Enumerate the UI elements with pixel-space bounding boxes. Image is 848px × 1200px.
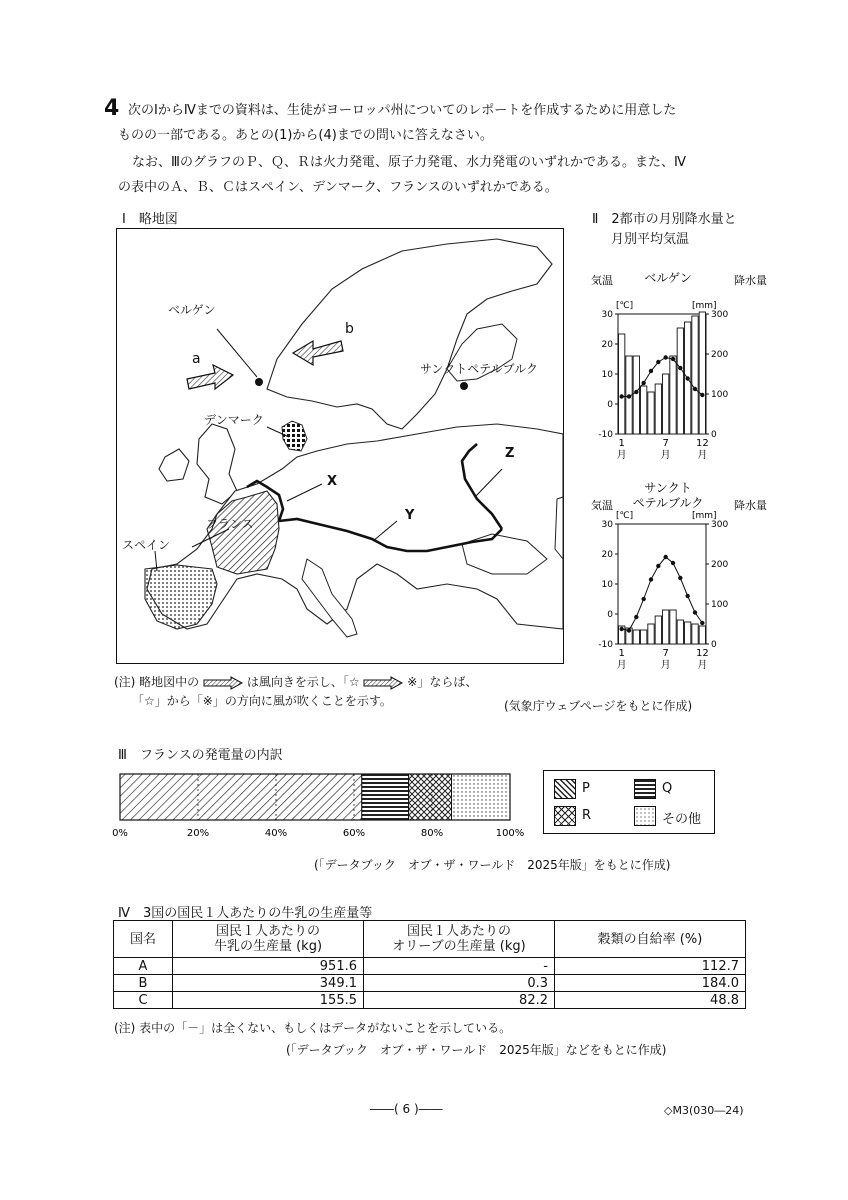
temp-tick-label: 20 — [601, 340, 613, 350]
precip-bar — [633, 630, 639, 644]
cell-grain: 48.8 — [555, 992, 746, 1009]
map-label-a: a — [192, 351, 201, 367]
cell-country: B — [114, 975, 173, 992]
month-tick-label: 1 — [618, 438, 625, 449]
climate-chart-spb-svg — [588, 478, 767, 690]
temp-tick-label: 0 — [607, 610, 613, 620]
precip-tick-label: 100 — [711, 600, 729, 610]
power-segment-R — [409, 774, 452, 820]
temp-point — [700, 621, 704, 625]
temp-point — [641, 597, 645, 601]
precip-bar — [699, 626, 705, 644]
temp-point — [700, 393, 704, 397]
legend-label-p: P — [582, 781, 590, 796]
precip-bar — [692, 624, 698, 644]
table-header-row — [114, 921, 746, 958]
table-row — [114, 958, 746, 975]
temp-point — [649, 369, 653, 373]
month-tick-label: 7 — [662, 648, 669, 659]
france-region — [207, 491, 279, 574]
precip-bar — [685, 622, 691, 644]
temp-point — [693, 387, 697, 391]
sketch-map — [116, 228, 564, 664]
unit-temp: [℃] — [616, 511, 634, 521]
temp-point — [627, 628, 631, 632]
temp-point — [627, 394, 631, 398]
temp-tick-label: 0 — [607, 400, 613, 410]
table — [113, 920, 746, 1009]
temp-point — [685, 594, 689, 598]
temp-tick-label: 20 — [601, 550, 613, 560]
unit-precip: [mm] — [692, 511, 717, 521]
table-row — [114, 992, 746, 1009]
map-label-bergen: ベルゲン — [168, 303, 216, 317]
legend-swatch-other — [634, 806, 656, 826]
table-title: Ⅳ 3国の国民１人あたりの牛乳の生産量等 — [118, 906, 373, 921]
legend-label-q: Q — [662, 781, 673, 796]
power-chart-svg — [112, 770, 532, 840]
milk-table — [113, 920, 746, 1009]
map-label-y: Y — [405, 508, 415, 523]
cell-olive: 82.2 — [364, 992, 555, 1009]
legend-swatch-r — [554, 806, 576, 826]
power-segment-Q — [362, 774, 409, 820]
precip-bar — [648, 624, 654, 644]
power-source: (「データブック オブ・ザ・ワールド 2025年版」をもとに作成) — [314, 858, 671, 872]
climate-chart-bergen — [588, 268, 767, 468]
temp-point — [619, 627, 623, 631]
note-arrow-icon-2 — [363, 677, 403, 689]
power-segment-P — [120, 774, 362, 820]
wind-arrow-a — [187, 365, 233, 389]
power-tick-label: 0% — [112, 828, 128, 839]
question-line-2: ものの一部である。あとの(1)から(4)までの問いに答えなさい。 — [118, 128, 493, 143]
precip-bar — [633, 356, 639, 434]
cell-milk: 349.1 — [173, 975, 364, 992]
table-row — [114, 975, 746, 992]
bergen-marker — [255, 378, 263, 386]
map-label-denmark: デンマーク — [204, 413, 264, 427]
cell-olive: - — [364, 958, 555, 975]
month-unit-label: 月 — [697, 660, 708, 671]
legend-label-r: R — [582, 808, 592, 823]
precip-tick-label: 200 — [711, 350, 729, 360]
precip-bar — [648, 392, 654, 434]
precip-bar — [655, 616, 661, 644]
climate-chart-spb — [588, 478, 767, 690]
month-unit-label: 月 — [616, 660, 627, 671]
temp-point — [685, 376, 689, 380]
question-line-3: なお、ⅢのグラフのＰ、Ｑ、Ｒは火力発電、原子力発電、水力発電のいずれかである。また、Ⅳ — [132, 155, 686, 170]
legend-swatch-q — [634, 779, 656, 799]
precip-tick-label: 0 — [711, 640, 717, 650]
temp-point — [649, 577, 653, 581]
cell-milk: 155.5 — [173, 992, 364, 1009]
question-number: 4 — [104, 96, 120, 121]
cell-grain: 184.0 — [555, 975, 746, 992]
map-label-b: b — [345, 321, 354, 337]
power-tick-label: 80% — [420, 828, 444, 839]
precip-bar — [677, 328, 683, 434]
month-tick-label: 7 — [662, 438, 669, 449]
precip-bar — [692, 316, 698, 434]
legend-label-other: その他 — [662, 812, 702, 827]
precip-bar — [670, 610, 676, 644]
temp-tick-label: 30 — [601, 520, 613, 530]
question-line-1: 次のⅠからⅣまでの資料は、生徒がヨーロッパ州についてのレポートを作成するために用意した — [128, 103, 677, 118]
precip-bar — [677, 620, 683, 644]
precip-tick-label: 300 — [711, 520, 729, 530]
map-title: Ⅰ 略地図 — [122, 212, 178, 227]
temp-tick-label: -10 — [598, 640, 613, 650]
map-note-line-2: 「☆」から「※」の方向に風が吹くことを示す。 — [132, 694, 392, 708]
power-tick-label: 40% — [264, 828, 288, 839]
temp-point — [634, 390, 638, 394]
legend-swatch-p — [554, 779, 576, 799]
temp-point — [656, 360, 660, 364]
temp-point — [671, 357, 675, 361]
precip-bar — [641, 386, 647, 434]
map-label-spain: スペイン — [122, 538, 171, 552]
header-milk: 国民１人あたりの 牛乳の生産量 (kg) — [173, 921, 364, 958]
power-tick-label: 60% — [342, 828, 366, 839]
page-number: ――( 6 )―― — [370, 1102, 443, 1116]
header-grain: 穀類の自給率 (%) — [555, 921, 746, 958]
temp-point — [641, 381, 645, 385]
power-tick-label: 20% — [186, 828, 210, 839]
question-line-4: の表中のＡ、Ｂ、Ｃはスペイン、デンマーク、フランスのいずれかである。 — [118, 180, 558, 195]
temp-point — [693, 610, 697, 614]
note-arrow-icon — [203, 677, 243, 689]
precip-bar — [619, 334, 625, 434]
temp-tick-label: -10 — [598, 430, 613, 440]
precip-bar — [655, 384, 661, 434]
precip-tick-label: 100 — [711, 390, 729, 400]
table-note: (注) 表中の「－」は全くない、もしくはデータがないことを示している。 — [114, 1021, 512, 1035]
table-source: (「データブック オブ・ザ・ワールド 2025年版」などをもとに作成) — [286, 1043, 667, 1057]
temp-tick-label: 10 — [601, 370, 613, 380]
city-title: サンクト — [644, 481, 692, 495]
precip-tick-label: 0 — [711, 430, 717, 440]
map-note-line-1: (注) 略地図中の は風向きを示し、「☆ ※」ならば、 — [114, 675, 478, 689]
cell-country: A — [114, 958, 173, 975]
unit-temp: [℃] — [616, 301, 634, 311]
precip-bar — [699, 312, 705, 434]
precip-bar — [641, 630, 647, 644]
month-unit-label: 月 — [660, 450, 671, 461]
europe-map-drawing — [117, 229, 563, 663]
precip-bar — [663, 374, 669, 434]
temp-point — [678, 366, 682, 370]
month-tick-label: 12 — [695, 438, 709, 449]
cell-milk: 951.6 — [173, 958, 364, 975]
temp-point — [619, 394, 623, 398]
month-tick-label: 1 — [618, 648, 625, 659]
precip-tick-label: 200 — [711, 560, 729, 570]
climate-chart-bergen-svg — [588, 268, 767, 468]
map-label-france: フランス — [206, 517, 254, 531]
axis-precip-label: 降水量 — [734, 499, 767, 512]
header-country: 国名 — [114, 921, 173, 958]
temp-point — [634, 615, 638, 619]
temp-tick-label: 10 — [601, 580, 613, 590]
power-chart — [112, 770, 532, 840]
temp-tick-label: 30 — [601, 310, 613, 320]
map-label-z: Z — [505, 446, 515, 461]
month-unit-label: 月 — [616, 450, 627, 461]
power-tick-label: 100% — [495, 828, 525, 839]
power-title: Ⅲ フランスの発電量の内訳 — [118, 748, 283, 763]
spb-marker — [460, 382, 468, 390]
temp-point — [656, 564, 660, 568]
map-label-x: X — [327, 474, 338, 489]
precip-bar — [670, 356, 676, 434]
header-olive: 国民１人あたりの オリーブの生産量 (kg) — [364, 921, 555, 958]
axis-temp-label: 気温 — [591, 499, 613, 512]
power-segment-その他 — [452, 774, 511, 820]
city-title: ベルゲン — [644, 271, 692, 285]
cell-country: C — [114, 992, 173, 1009]
precip-bar — [663, 610, 669, 644]
cell-olive: 0.3 — [364, 975, 555, 992]
unit-precip: [mm] — [692, 301, 717, 311]
power-legend — [543, 770, 715, 834]
exam-code: ◇M3(030―24) — [664, 1104, 744, 1117]
temp-point — [678, 576, 682, 580]
map-label-spb: サンクトペテルブルク — [420, 362, 538, 376]
axis-temp-label: 気温 — [591, 274, 613, 287]
month-unit-label: 月 — [697, 450, 708, 461]
month-tick-label: 12 — [695, 648, 709, 659]
cell-grain: 112.7 — [555, 958, 746, 975]
temp-point — [663, 355, 667, 359]
precip-tick-label: 300 — [711, 310, 729, 320]
month-unit-label: 月 — [660, 660, 671, 671]
city-title: ペテルブルク — [632, 496, 704, 510]
climate-title-1: Ⅱ 2都市の月別降水量と — [592, 212, 737, 227]
climate-title-2: 月別平均気温 — [611, 232, 690, 247]
temp-point — [671, 561, 675, 565]
climate-source: (気象庁ウェブページをもとに作成) — [504, 699, 693, 713]
temp-point — [663, 555, 667, 559]
axis-precip-label: 降水量 — [734, 274, 767, 287]
